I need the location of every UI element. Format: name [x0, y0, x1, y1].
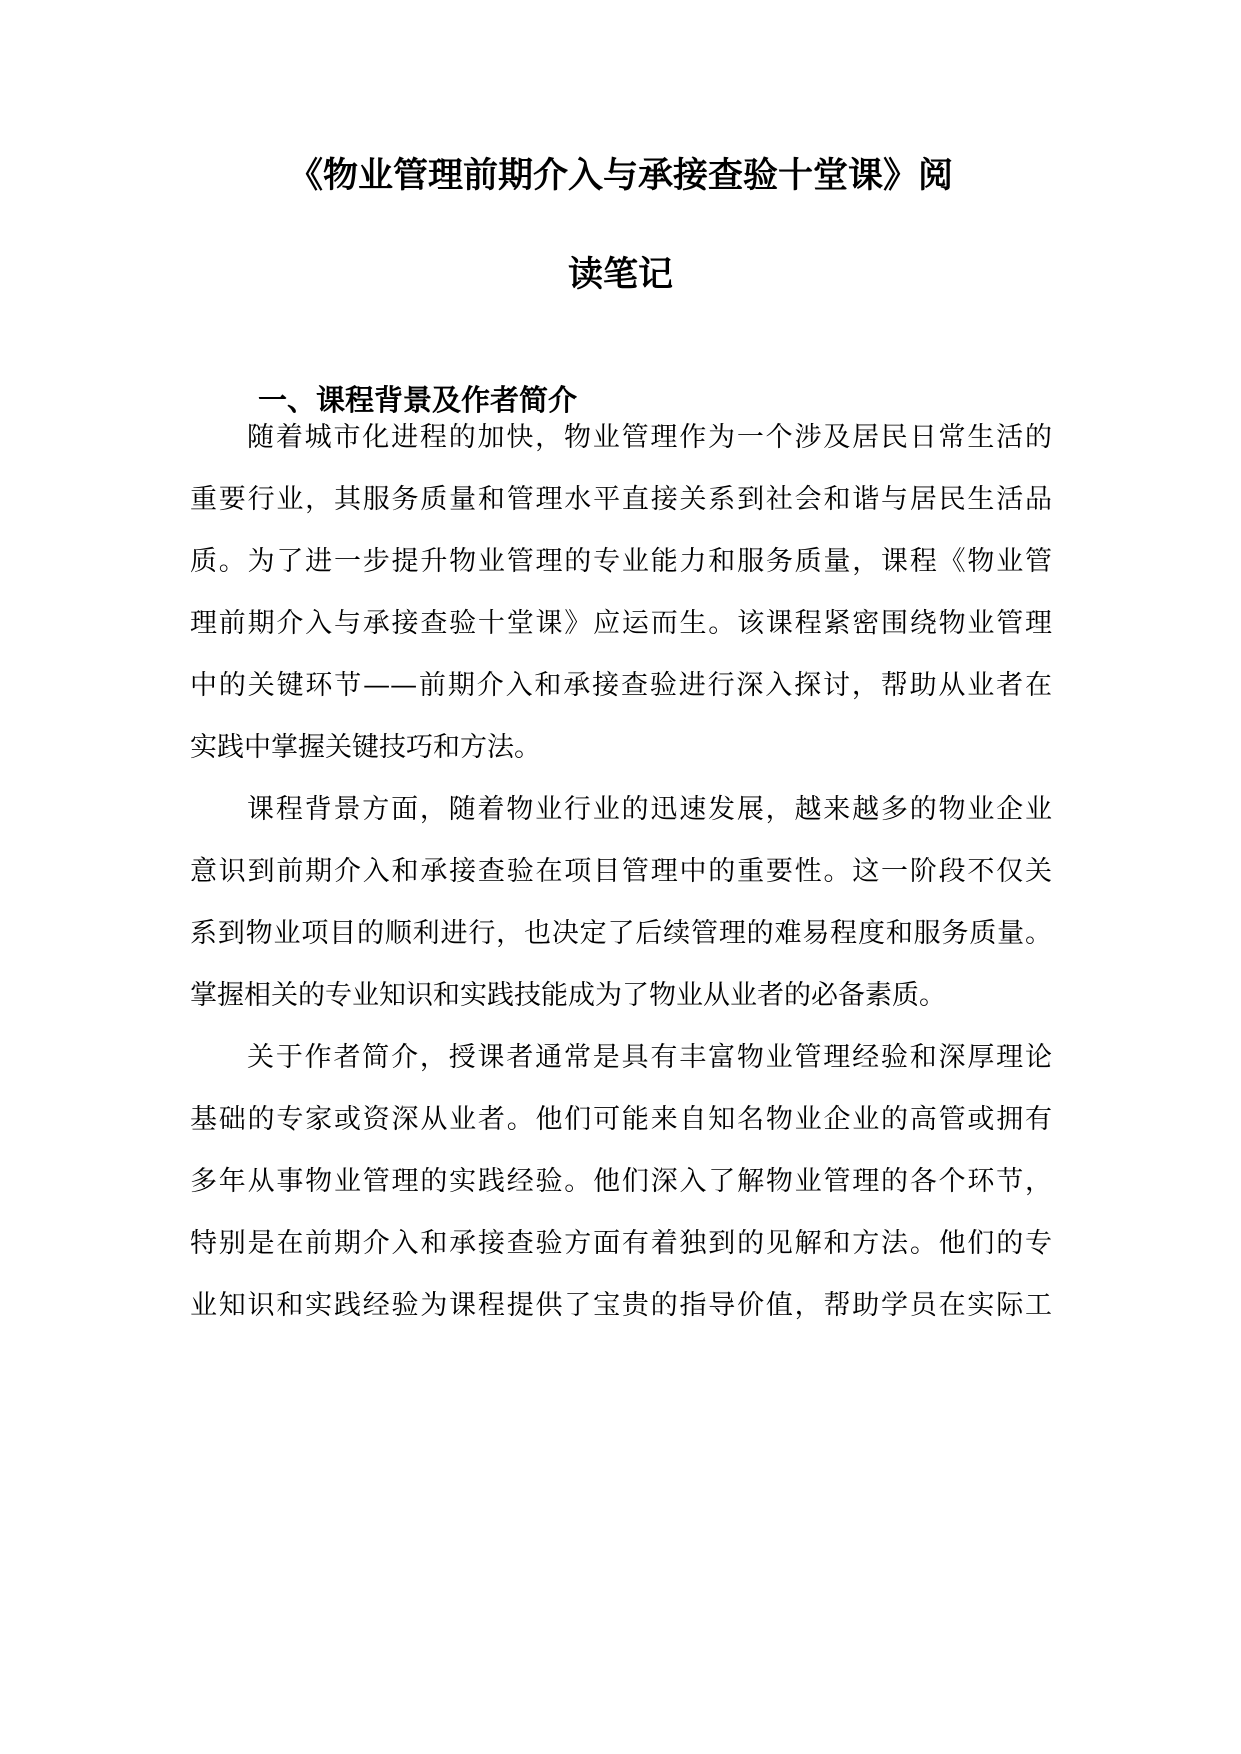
section-heading: 一、课程背景及作者简介 [258, 383, 578, 417]
paragraph-line: 意识到前期介入和承接查验在项目管理中的重要性。这一阶段不仅关 [190, 856, 1052, 887]
paragraph-line: 关于作者简介，授课者通常是具有丰富物业管理经验和深厚理论 [247, 1042, 1052, 1073]
paragraph-line: 课程背景方面，随着物业行业的迅速发展，越来越多的物业企业 [247, 794, 1052, 825]
document-title-line-2: 读笔记 [567, 255, 673, 295]
paragraph-line: 实践中掌握关键技巧和方法。 [190, 732, 541, 763]
paragraph-line: 多年从事物业管理的实践经验。他们深入了解物业管理的各个环节， [190, 1166, 1052, 1197]
paragraph-line: 业知识和实践经验为课程提供了宝贵的指导价值，帮助学员在实际工 [190, 1290, 1052, 1321]
paragraph-line: 特别是在前期介入和承接查验方面有着独到的见解和方法。他们的专 [190, 1228, 1052, 1259]
paragraph-line: 理前期介入与承接查验十堂课》应运而生。该课程紧密围绕物业管理 [190, 608, 1052, 639]
paragraph-line: 中的关键环节——前期介入和承接查验进行深入探讨，帮助从业者在 [190, 670, 1052, 701]
paragraph-line: 随着城市化进程的加快，物业管理作为一个涉及居民日常生活的 [247, 422, 1052, 453]
paragraph-line: 基础的专家或资深从业者。他们可能来自知名物业企业的高管或拥有 [190, 1104, 1052, 1135]
paragraph-line: 重要行业，其服务质量和管理水平直接关系到社会和谐与居民生活品 [190, 484, 1052, 515]
paragraph-line: 掌握相关的专业知识和实践技能成为了物业从业者的必备素质。 [190, 980, 946, 1011]
document-title-line-1: 《物业管理前期介入与承接查验十堂课》阅 [287, 156, 953, 196]
paragraph-line: 系到物业项目的顺利进行，也决定了后续管理的难易程度和服务质量。 [190, 918, 1052, 949]
paragraph-line: 质。为了进一步提升物业管理的专业能力和服务质量，课程《物业管 [190, 546, 1052, 577]
